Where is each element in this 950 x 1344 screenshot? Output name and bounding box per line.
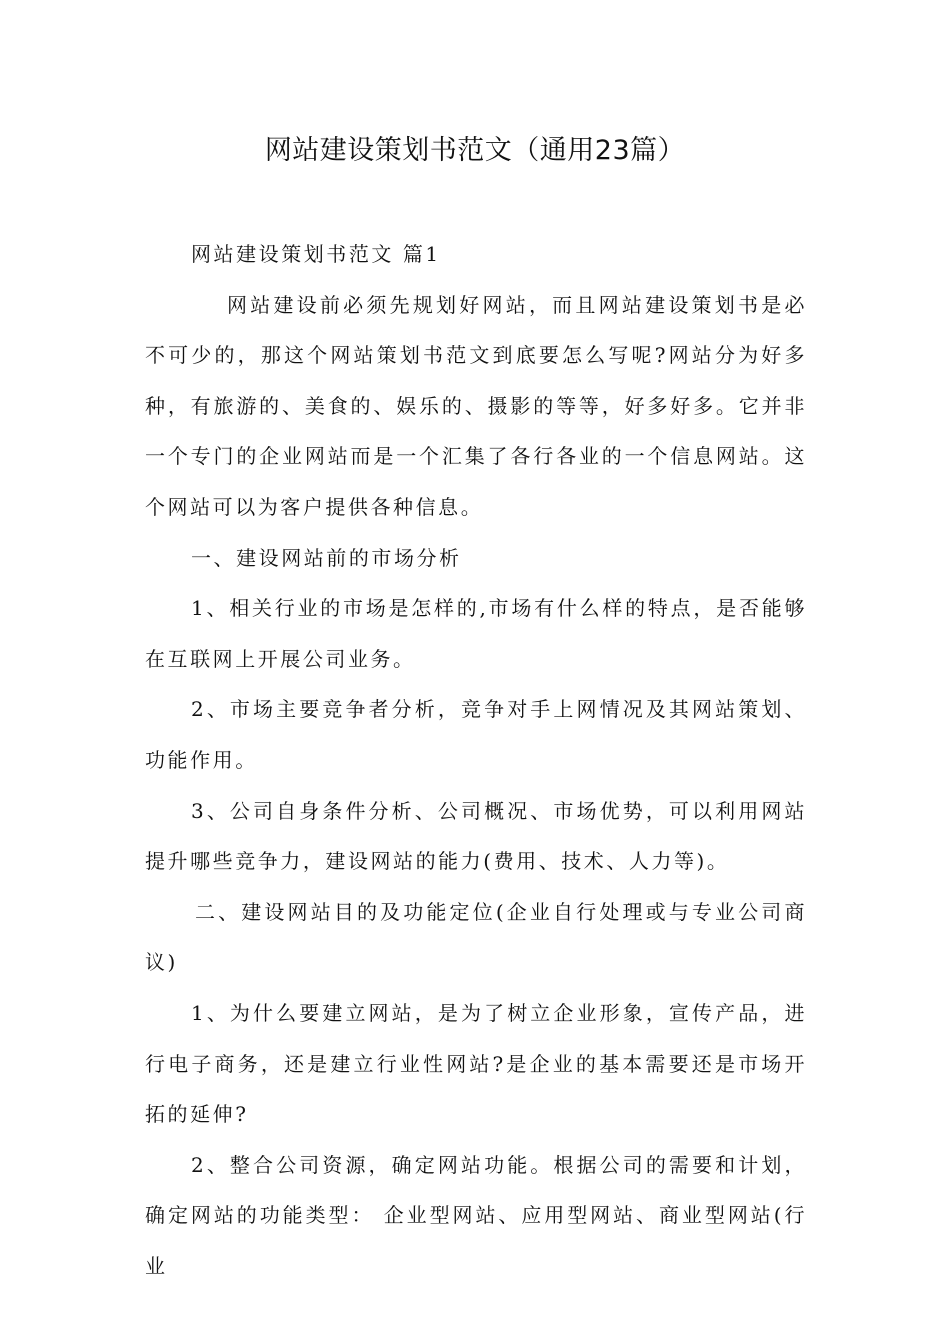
article-heading: 网站建设策划书范文 篇1: [191, 242, 441, 266]
paragraph-intro: 网站建设前必须先规划好网站，而且网站建设策划书是必不可少的，那这个网站策划书范文到底要怎么写呢?网站分为好多种，有旅游的、美食的、娱乐的、摄影的等等，好多好多。它并非一个专门的企业网站而是一个汇集了各行各业的一个信息网站。这个网站可以为客户提供各种信息。: [145, 292, 807, 519]
document-title: 网站建设策划书范文（通用23篇）: [264, 135, 686, 166]
paragraph-purpose-2: 2、整合公司资源，确定网站功能。根据公司的需要和计划，确定网站的功能类型： 企业型网站、应用型网站、商业型网站(行业: [145, 1152, 807, 1278]
paragraph-market-2: 2、市场主要竞争者分析，竞争对手上网情况及其网站策划、功能作用。: [145, 697, 807, 772]
paragraph-market-3: 3、公司自身条件分析、公司概况、市场优势，可以利用网站提升哪些竞争力，建设网站的能力(费用、技术、人力等)。: [145, 798, 807, 874]
section-heading-purpose: 二、建设网站目的及功能定位(企业自行处理或与专业公司商议): [145, 899, 807, 975]
section-heading-market-analysis: 一、建设网站前的市场分析: [191, 545, 462, 570]
document-body: [145, 229, 807, 1291]
paragraph-purpose-1: 1、为什么要建立网站，是为了树立企业形象，宣传产品，进行电子商务，还是建立行业性网站?是企业的基本需要还是市场开拓的延伸?: [145, 1000, 807, 1127]
paragraph-market-1: 1、相关行业的市场是怎样的,市场有什么样的特点，是否能够在互联网上开展公司业务。: [145, 596, 807, 671]
